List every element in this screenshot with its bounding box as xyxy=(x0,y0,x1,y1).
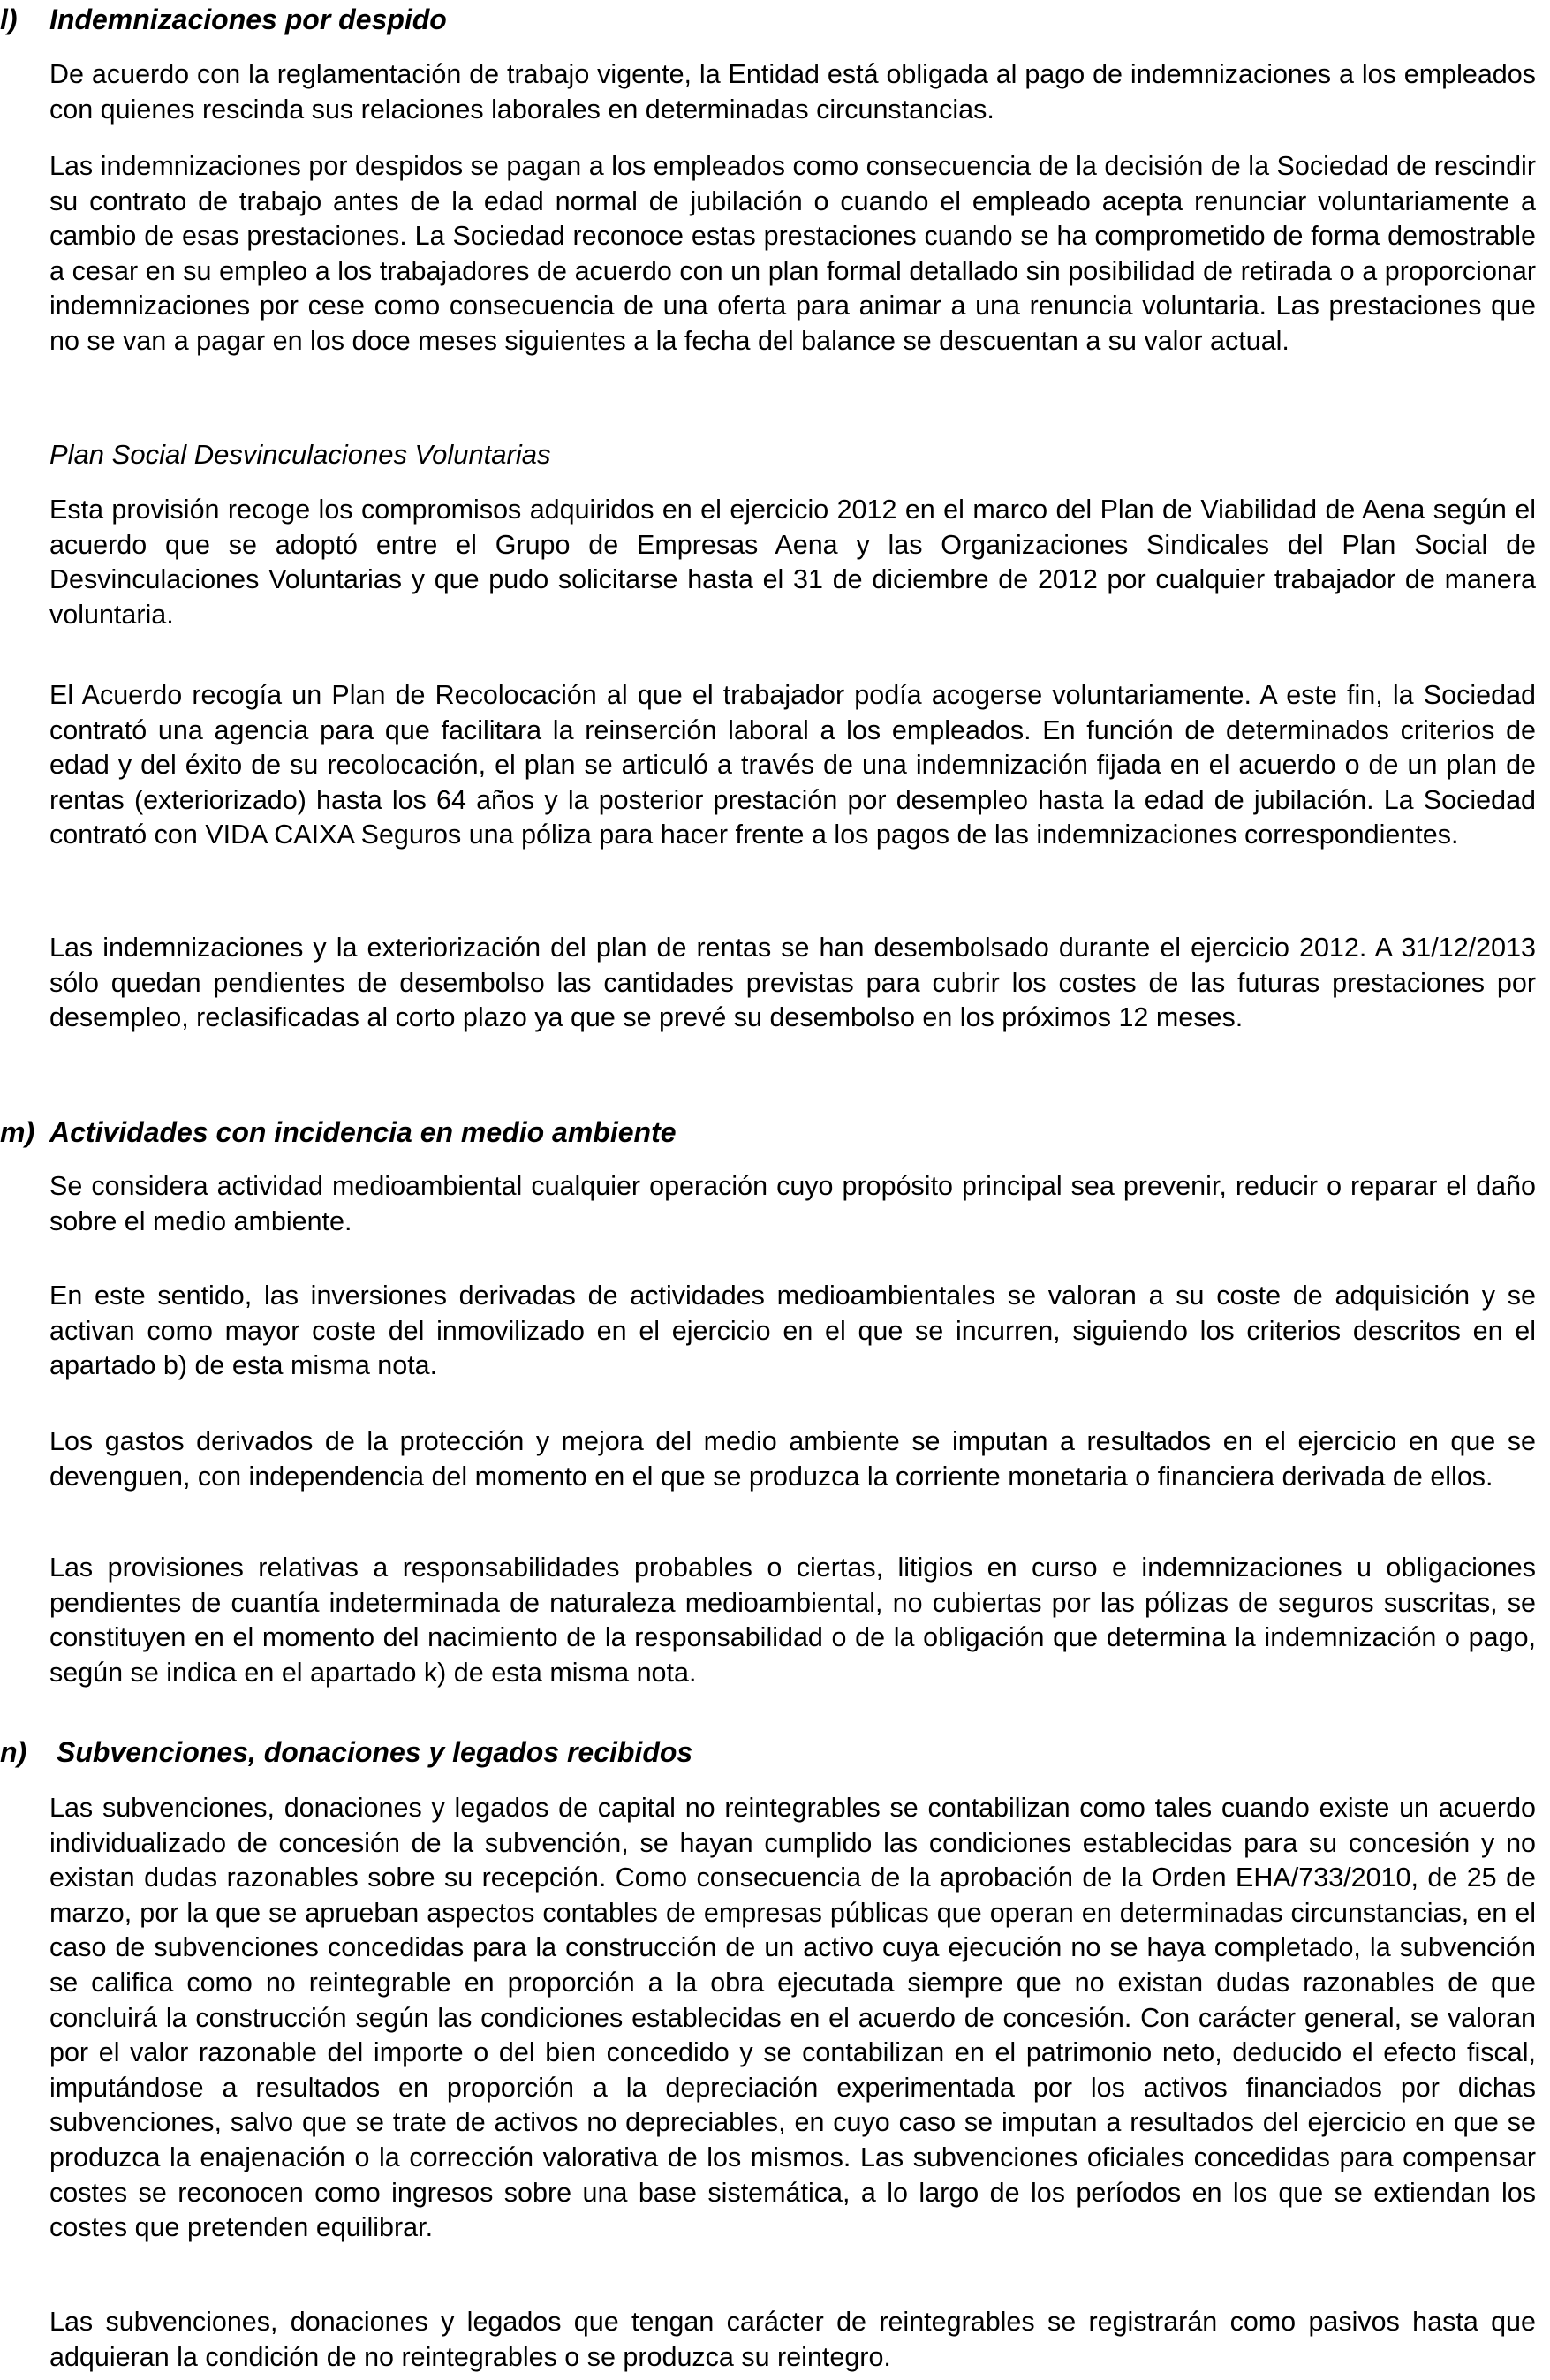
paragraph-l-3: Esta provisión recoge los compromisos adquiridos en el ejercicio 2012 en el marco del Plan de Viabilidad de Aena según el acuerdo que se adoptó entre el Grupo de Empresas Aena y las Organizaciones Sindicales del Plan Social de Desvinculaciones Voluntarias y que pudo solicitarse hasta el 31 de diciembre de 2012 por cualquier trabajador de manera voluntaria. xyxy=(49,495,1536,630)
section-marker-l: l) xyxy=(0,4,18,35)
section-marker-m: m) xyxy=(0,1116,35,1148)
paragraph-m-4: Las provisiones relativas a responsabilidades probables o ciertas, litigios en curso e indemnizaciones u obligaciones pendientes de cuantía indeterminada de naturaleza medioambiental, no cubiertas por las pólizas de seguros suscritas, se constituyen en el momento del nacimiento de la responsabilidad o de la obligación que determina la indemnización o pago, según se indica en el apartado k) de esta misma nota. xyxy=(49,1553,1536,1688)
section-heading-l xyxy=(0,2,447,37)
section-heading-n xyxy=(0,1734,692,1770)
section-title-l: Indemnizaciones por despido xyxy=(49,4,447,35)
section-title-m: Actividades con incidencia en medio ambiente xyxy=(49,1116,677,1148)
paragraph-l-1: De acuerdo con la reglamentación de trabajo vigente, la Entidad está obligada al pago de indemnizaciones a los empleados con quienes rescinda sus relaciones laborales en determinadas circunstancias. xyxy=(49,59,1536,125)
paragraph-m-3: Los gastos derivados de la protección y mejora del medio ambiente se imputan a resultados en el ejercicio en que se devenguen, con independencia del momento en el que se produzca la corriente monetaria o financiera derivada de ellos. xyxy=(49,1426,1536,1492)
section-heading-m xyxy=(0,1114,677,1150)
section-title-n: Subvenciones, donaciones y legados recibidos xyxy=(57,1736,693,1768)
subheading-plan-social: Plan Social Desvinculaciones Voluntarias xyxy=(49,439,551,470)
paragraph-l-5: Las indemnizaciones y la exteriorización del plan de rentas se han desembolsado durante el ejercicio 2012. A 31/12/2013 sólo quedan pendientes de desembolso las cantidades previstas para cubrir los costes de las futuras prestaciones por desempleo, reclasificadas al corto plazo ya que se prevé su desembolso en los próximos 12 meses. xyxy=(49,933,1536,1033)
paragraph-m-1: Se considera actividad medioambiental cualquier operación cuyo propósito principal sea prevenir, reducir o reparar el daño sobre el medio ambiente. xyxy=(49,1171,1536,1236)
paragraph-n-2: Las subvenciones, donaciones y legados que tengan carácter de reintegrables se registrarán como pasivos hasta que adquieran la condición de no reintegrables o se produzca su reintegro. xyxy=(49,2307,1536,2372)
paragraph-m-2: En este sentido, las inversiones derivadas de actividades medioambientales se valoran a su coste de adquisición y se activan como mayor coste del inmovilizado en el ejercicio en el que se incurren, siguiendo los criterios descritos en el apartado b) de esta misma nota. xyxy=(49,1281,1536,1381)
paragraph-l-2: Las indemnizaciones por despidos se pagan a los empleados como consecuencia de la decisión de la Sociedad de rescindir su contrato de trabajo antes de la edad normal de jubilación o cuando el empleado acepta renunciar voluntariamente a cambio de esas prestaciones. La Sociedad reconoce estas prestaciones cuando se ha comprometido de forma demostrable a cesar en su empleo a los trabajadores de acuerdo con un plan formal detallado sin posibilidad de retirada o a proporcionar indemnizaciones por cese como consecuencia de una oferta para animar a una renuncia voluntaria. Las prestaciones que no se van a pagar en los doce meses siguientes a la fecha del balance se descuentan a su valor actual. xyxy=(49,151,1536,356)
paragraph-l-4: El Acuerdo recogía un Plan de Recolocación al que el trabajador podía acogerse voluntariamente. A este fin, la Sociedad contrató una agencia para que facilitara la reinserción laboral a los empleados. En función de determinados criterios de edad y del éxito de su recolocación, el plan se articuló a través de una indemnización fijada en el acuerdo o de un plan de rentas (exteriorizado) hasta los 64 años y la posterior prestación por desempleo hasta la edad de jubilación. La Sociedad contrató con VIDA CAIXA Seguros una póliza para hacer frente a los pagos de las indemnizaciones correspondientes. xyxy=(49,680,1536,850)
section-marker-n: n) xyxy=(0,1736,27,1768)
paragraph-n-1: Las subvenciones, donaciones y legados de capital no reintegrables se contabilizan como tales cuando existe un acuerdo individualizado de concesión de la subvención, se hayan cumplido las condiciones establecidas para su concesión y no existan dudas razonables sobre su recepción. Como consecuencia de la aprobación de la Orden EHA/733/2010, de 25 de marzo, por la que se aprueban aspectos contables de empresas públicas que operan en determinadas circunstancias, en el caso de subvenciones concedidas para la construcción de un activo cuya ejecución no se haya completado, la subvención se califica como no reintegrable en proporción a la obra ejecutada siempre que no existan dudas razonables de que concluirá la construcción según las condiciones establecidas en el acuerdo de concesión. Con carácter general, se valoran por el valor razonable del importe o del bien concedido y se contabilizan en el patrimonio neto, deducido el efecto fiscal, imputándose a resultados en proporción a la depreciación experimentada por los activos financiados por dichas subvenciones, salvo que se trate de activos no depreciables, en cuyo caso se imputan a resultados del ejercicio en que se produzca la enajenación o la corrección valorativa de los mismos. Las subvenciones oficiales concedidas para compensar costes se reconocen como ingresos sobre una base sistemática, a lo largo de los períodos en los que se extiendan los costes que pretenden equilibrar. xyxy=(49,1793,1536,2243)
